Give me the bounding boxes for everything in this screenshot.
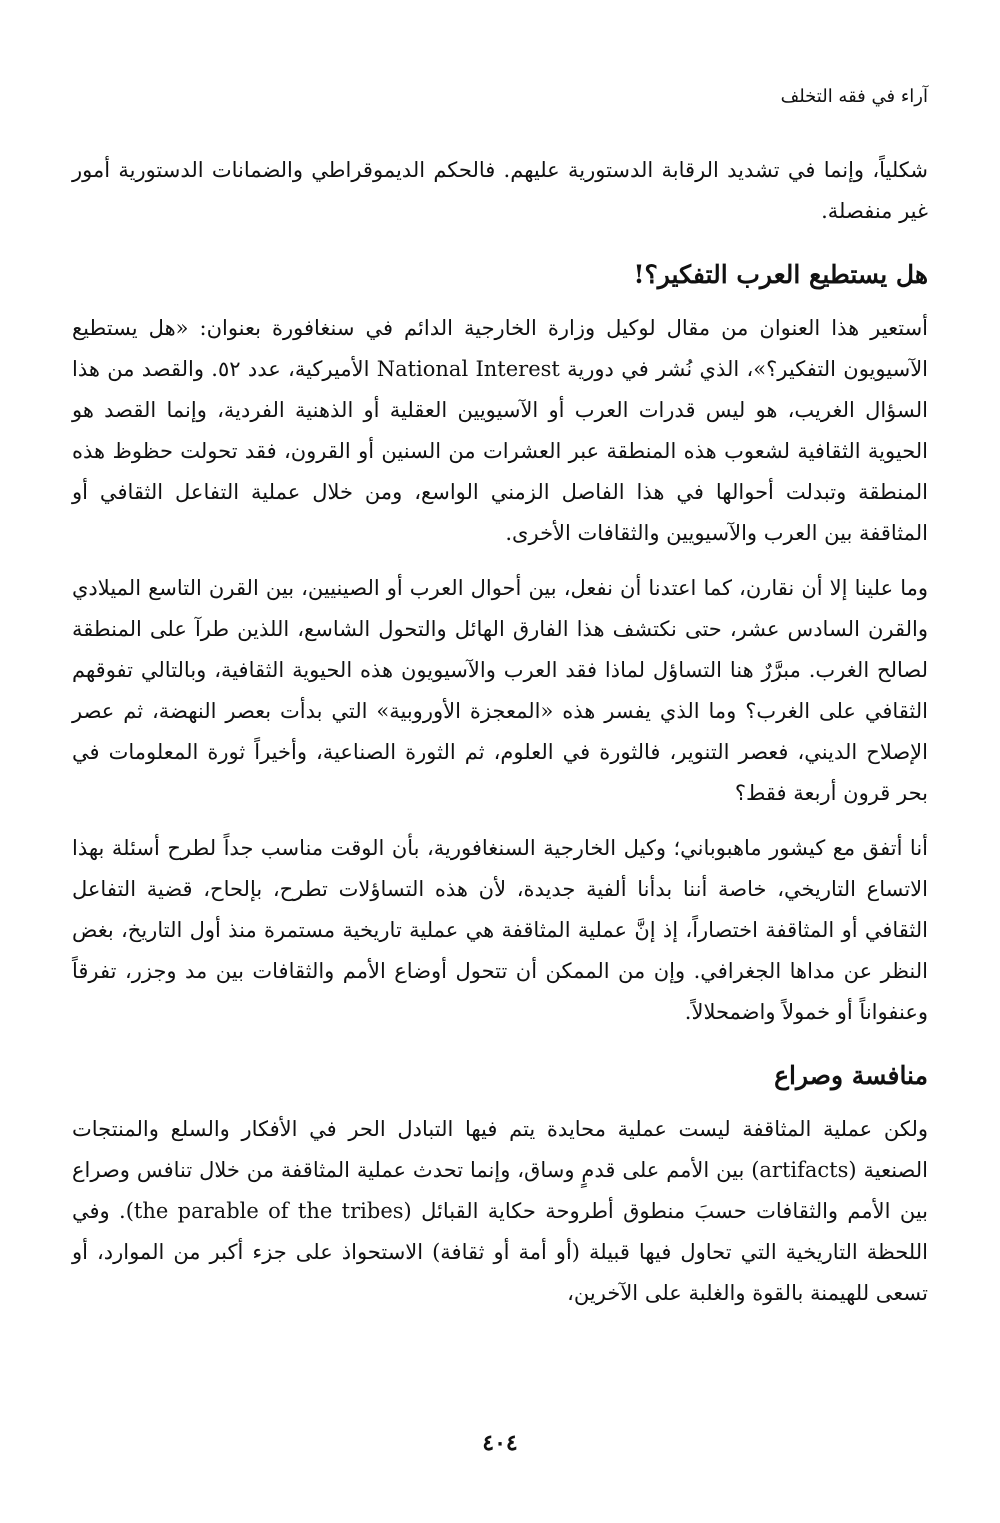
section-heading: هل يستطيع العرب التفكير؟!	[633, 260, 928, 289]
paragraph: ولكن عملية المثاقفة ليست عملية محايدة يتم فيها التبادل الحر في الأفكار والسلع والمنتجات الصنعية (artifacts) بين الأمم على قدمٍ وساق، وإنما تحدث عملية المثاقفة من خلال تنافس وصراع بين الأمم والثقافات حسبَ منطوق أطروحة حكاية القبائل (the parable of the tribes). وفي اللحظة التاريخية التي تحاول فيها قبيلة (أو أمة أو ثقافة) الاستحواذ على جزء أكبر من الموارد، أو تسعى للهيمنة بالقوة والغلبة على الآخرين،	[72, 1117, 928, 1305]
paragraph: أنا أتفق مع كيشور ماهبوباني؛ وكيل الخارجية السنغافورية، بأن الوقت مناسب جداً لطرح أسئلة بهذا الاتساع التاريخي، خاصة أننا بدأنا ألفية جديدة، لأن هذه التساؤلات تطرح، بإلحاح، قضية التفاعل الثقافي أو المثاقفة اختصاراً، إذ إنَّ عملية المثاقفة هي عملية تاريخية مستمرة منذ أول التاريخ، بغض النظر عن مداها الجغرافي. وإن من الممكن أن تتحول أوضاع الأمم والثقافات بين مد وجزر، تفرقاً وعنفواناً أو خمولاً واضمحلالاً.	[72, 836, 928, 1024]
running-header: آراء في فقه التخلف	[780, 86, 928, 107]
section-heading: منافسة وصراع	[774, 1061, 928, 1090]
paragraph-continuation: شكلياً، وإنما في تشديد الرقابة الدستورية عليهم. فالحكم الديموقراطي والضمانات الدستورية أمور غير منفصلة.	[72, 158, 928, 223]
paragraph: أستعير هذا العنوان من مقال لوكيل وزارة الخارجية الدائم في سنغافورة بعنوان: «هل يستطيع الآسيويون التفكير؟»، الذي نُشر في دورية National Interest الأميركية، عدد ٥٢. والقصد من هذا السؤال الغريب، هو ليس قدرات العرب أو الآسيويين العقلية أو الذهنية الفردية، وإنما القصد هو الحيوية الثقافية لشعوب هذه المنطقة عبر العشرات من السنين أو القرون، فقد تحولت حظوظ هذه المنطقة وتبدلت أحوالها في هذا الفاصل الزمني الواسع، ومن خلال عملية التفاعل الثقافي أو المثاقفة بين العرب والآسيويين والثقافات الأخرى.	[72, 316, 928, 545]
page-body	[72, 150, 928, 1328]
page-number: ٤٠٤	[482, 1430, 518, 1456]
paragraph: وما علينا إلا أن نقارن، كما اعتدنا أن نفعل، بين أحوال العرب أو الصينيين، بين القرن التاسع الميلادي والقرن السادس عشر، حتى نكتشف هذا الفارق الهائل والتحول الشاسع، اللذين طرآ على المنطقة لصالح الغرب. مبرَّرٌ هنا التساؤل لماذا فقد العرب والآسيويون هذه الحيوية الثقافية، وبالتالي تفوقهم الثقافي على الغرب؟ وما الذي يفسر هذه «المعجزة الأوروبية» التي بدأت بعصر النهضة، ثم عصر الإصلاح الديني، فعصر التنوير، فالثورة في العلوم، ثم الثورة الصناعية، وأخيراً ثورة المعلومات في بحر قرون أربعة فقط؟	[72, 576, 928, 805]
